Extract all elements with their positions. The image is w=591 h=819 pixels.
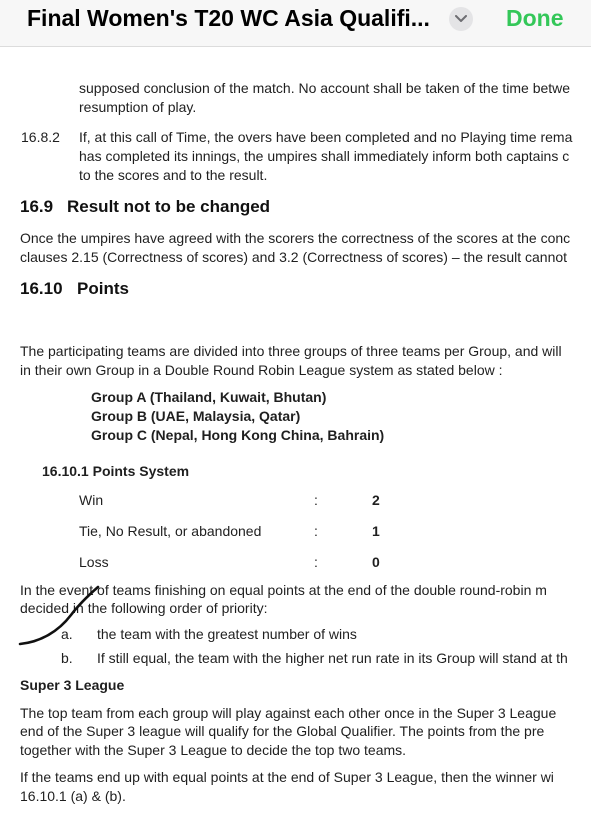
paragraph-line: clauses 2.15 (Correctness of scores) and 3.2 (Correctness of scores) – the result cannot [20,249,568,265]
done-button[interactable]: Done [506,5,564,31]
points-value: 2 [372,492,380,508]
paragraph-line: In the event of teams finishing on equal points at the end of the double round-robin m [20,582,547,598]
document-title: Final Women's T20 WC Asia Qualifi... [27,5,430,31]
section-heading: Points [77,279,129,298]
list-item: the team with the greatest number of wins [97,626,357,642]
paragraph-line: together with the Super 3 League to decide the top two teams. [20,742,407,758]
paragraph-line: The participating teams are divided into three groups of three teams per Group, and will [20,343,562,359]
document-page[interactable] [0,46,591,819]
paragraph-line: has completed its innings, the umpires shall immediately inform both captains c [79,148,570,164]
title-menu-button[interactable] [449,7,473,31]
paragraph-line: to the scores and to the result. [79,167,268,183]
clause-number: 16.8.2 [21,129,60,145]
section-heading: Result not to be changed [67,197,271,216]
paragraph-line: Once the umpires have agreed with the scorers the correctness of the scores at the conc [20,230,571,246]
points-value: 0 [372,554,380,570]
paragraph-line: in their own Group in a Double Round Robin League system as stated below : [20,362,503,378]
paragraph-line: supposed conclusion of the match. No account shall be taken of the time betwe [79,80,571,96]
points-separator: : [314,523,318,539]
points-separator: : [314,554,318,570]
subsection-heading: Super 3 League [20,677,125,693]
points-label: Win [79,492,104,508]
paragraph-line: The top team from each group will play against each other once in the Super 3 League [20,705,557,721]
list-marker: a. [61,626,73,642]
section-number: 16.10 [20,279,63,298]
paragraph-line: resumption of play. [79,99,197,115]
list-marker: b. [61,650,73,666]
points-label: Loss [79,554,109,570]
section-number: 16.9 [20,197,54,216]
group-item: Group B (UAE, Malaysia, Qatar) [91,408,301,424]
points-separator: : [314,492,318,508]
paragraph-line: 16.10.1 (a) & (b). [20,788,126,804]
group-item: Group C (Nepal, Hong Kong China, Bahrain) [91,427,385,443]
navigation-bar [0,0,591,47]
points-value: 1 [372,523,380,539]
points-label: Tie, No Result, or abandoned [79,523,262,539]
chevron-down-icon [455,15,467,23]
subsection-heading: 16.10.1 Points System [42,463,190,479]
paragraph-line: If the teams end up with equal points at the end of Super 3 League, then the winner wi [20,769,554,785]
group-item: Group A (Thailand, Kuwait, Bhutan) [91,389,327,405]
paragraph-line: end of the Super 3 league will qualify for the Global Qualifier. The points from the pre [20,723,545,739]
paragraph-line: If, at this call of Time, the overs have been completed and no Playing time rema [79,129,573,145]
paragraph-line: decided in the following order of priority: [20,600,268,616]
list-item: If still equal, the team with the higher net run rate in its Group will stand at th [97,650,568,666]
